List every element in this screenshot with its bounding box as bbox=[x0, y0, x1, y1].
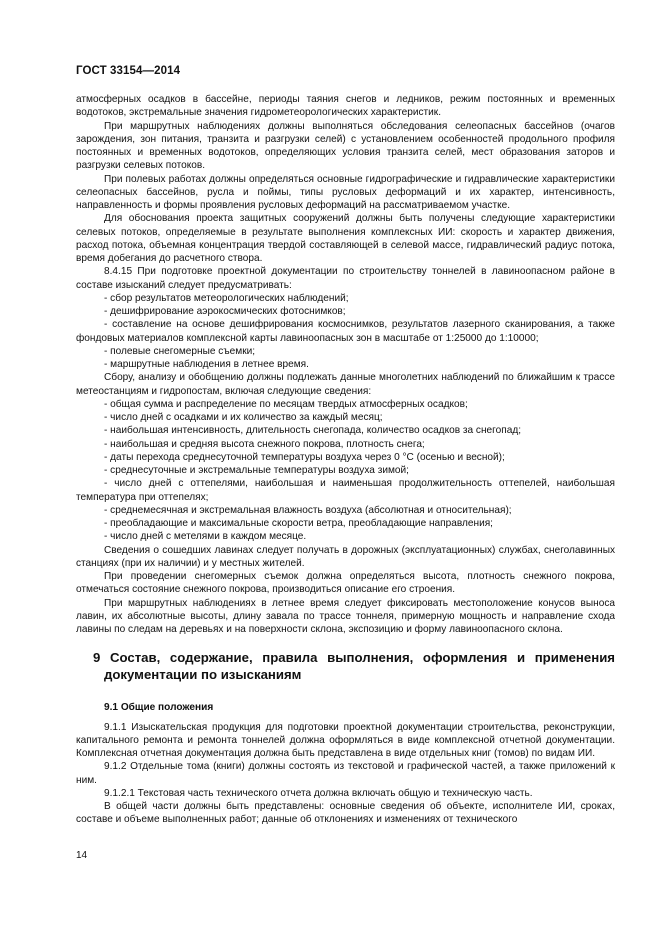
clause-9-1-2-1: 9.1.2.1 Текстовая часть технического отчета должна включать общую и техническую часть. bbox=[104, 787, 533, 799]
paragraph: В общей части должны быть представлены: основные сведения об объекте, исполнителе ИИ, сроках, составе и объеме выполненных работ; данные об отклонениях и изменениях от технического bbox=[76, 801, 615, 826]
clause-9-1-1: 9.1.1 Изыскательская продукция для подготовки проектной документации строительства, реконструкции, капитального ремонта и ремонта тоннелей должна оформляться в виде комплексной отчетной документации. Комплексная отчетная документация должна быть представлена в виде отдельных книг (томов) по видам ИИ. bbox=[76, 721, 615, 759]
clause-9-1-2: 9.1.2 Отдельные тома (книги) должны состоять из текстовой и графической частей, а также приложений к ним. bbox=[76, 761, 615, 786]
list-item: - преобладающие и максимальные скорости ветра, преобладающие направления; bbox=[104, 518, 493, 529]
standard-header: ГОСТ 33154—2014 bbox=[76, 65, 181, 77]
list-item: - сбор результатов метеорологических наблюдений; bbox=[104, 292, 349, 304]
list-item: - число дней с осадками и их количество за каждый месяц; bbox=[104, 412, 383, 423]
list-item: - общая сумма и распределение по месяцам твердых атмосферных осадков; bbox=[104, 398, 468, 410]
page-number: 14 bbox=[76, 850, 88, 861]
paragraph: Сведения о сошедших лавинах следует получать в дорожных (эксплуатационных) службах, снеголавинных станциях (при их наличии) и у местных жителей. bbox=[76, 544, 615, 569]
paragraph: При маршрутных наблюдениях в летнее время следует фиксировать местоположение конусов выноса лавин, их абсолютные высоты, длину завала по трассе тоннеля, примерную мощность и направление схода лавины по следам на деревьях и на поверхности склона, экспозицию и форму лавиноопасного склона. bbox=[76, 597, 615, 635]
list-item: - среднесуточные и экстремальные температуры воздуха зимой; bbox=[104, 465, 409, 476]
paragraph: При маршрутных наблюдениях должны выполняться обследования селеопасных бассейнов (очагов зарождения, зон питания, транзита и разгрузки селей) с установлением особенностей продольного профиля постоянных и временных водотоков, определяющих условия транзита селей, мест образования заторов и разгрузки селевых потоков. bbox=[76, 120, 615, 172]
document-body bbox=[76, 93, 615, 827]
paragraph: Для обоснования проекта защитных сооружений должны быть получены следующие характеристики селевых потоков, определяемые в результате выполнения комплексных ИИ: скорость и характер движения, расход потока, объемная концентрация твердой составляющей в селевой массе, гидравлический радиус потока, время добегания до расчетного створа. bbox=[76, 213, 615, 264]
paragraph: При проведении снегомерных съемок должна определяться высота, плотность снежного покрова, отмечаться состояние снежного покрова, производиться описание его строения. bbox=[76, 571, 615, 596]
paragraph: При полевых работах должны определяться основные гидрографические и гидравлические характеристики селеопасных бассейнов, русла и поймы, типы русловых деформаций и их характер, интенсивность, направленность и формы проявления русловых деформаций на рассматриваемом участке. bbox=[76, 173, 615, 211]
list-item: - даты перехода среднесуточной температуры воздуха через 0 °С (осенью и весной); bbox=[104, 451, 505, 463]
list-item: - среднемесячная и экстремальная влажность воздуха (абсолютная и относительная); bbox=[104, 504, 512, 516]
list-item: - число дней с метелями в каждом месяце. bbox=[104, 531, 307, 543]
paragraph: атмосферных осадков в бассейне, периоды таяния снегов и ледников, режим постоянных и временных водотоков, экстремальные значения гидрометеорологических характеристик. bbox=[76, 94, 615, 119]
list-item: - маршрутные наблюдения в летнее время. bbox=[104, 359, 309, 370]
subsection-heading: 9.1 Общие положения bbox=[104, 702, 214, 714]
list-item: - полевые снегомерные съемки; bbox=[104, 345, 256, 357]
list-item: - наибольшая интенсивность, длительность снегопада, количество осадков за снегопад; bbox=[104, 425, 522, 437]
paragraph: Сбору, анализу и обобщению должны подлежать данные многолетних наблюдений по ближайшим к трассе метеостанциям и гидропостам, включая следующие сведения: bbox=[76, 372, 615, 397]
clause-8-4-15: 8.4.15 При подготовке проектной документации по строительству тоннелей в лавиноопасном районе в составе изысканий следует предусматривать: bbox=[76, 266, 615, 291]
list-item: - дешифрирование аэрокосмических фотоснимков; bbox=[104, 306, 346, 317]
list-item: - составление на основе дешифрирования космоснимков, результатов лазерного сканирования, а также фондовых материалов комплексной карты лавиноопасных зон в масштабе от 1:25000 до 1:10000; bbox=[76, 319, 615, 344]
list-item: - число дней с оттепелями, наибольшая и наименьшая продолжительность оттепелей, наибольшая температура при оттепелях; bbox=[76, 478, 615, 503]
list-item: - наибольшая и средняя высота снежного покрова, плотность снега; bbox=[104, 438, 425, 450]
section-heading: 9 Состав, содержание, правила выполнения, оформления и применения документации по изысканиям bbox=[93, 650, 615, 682]
